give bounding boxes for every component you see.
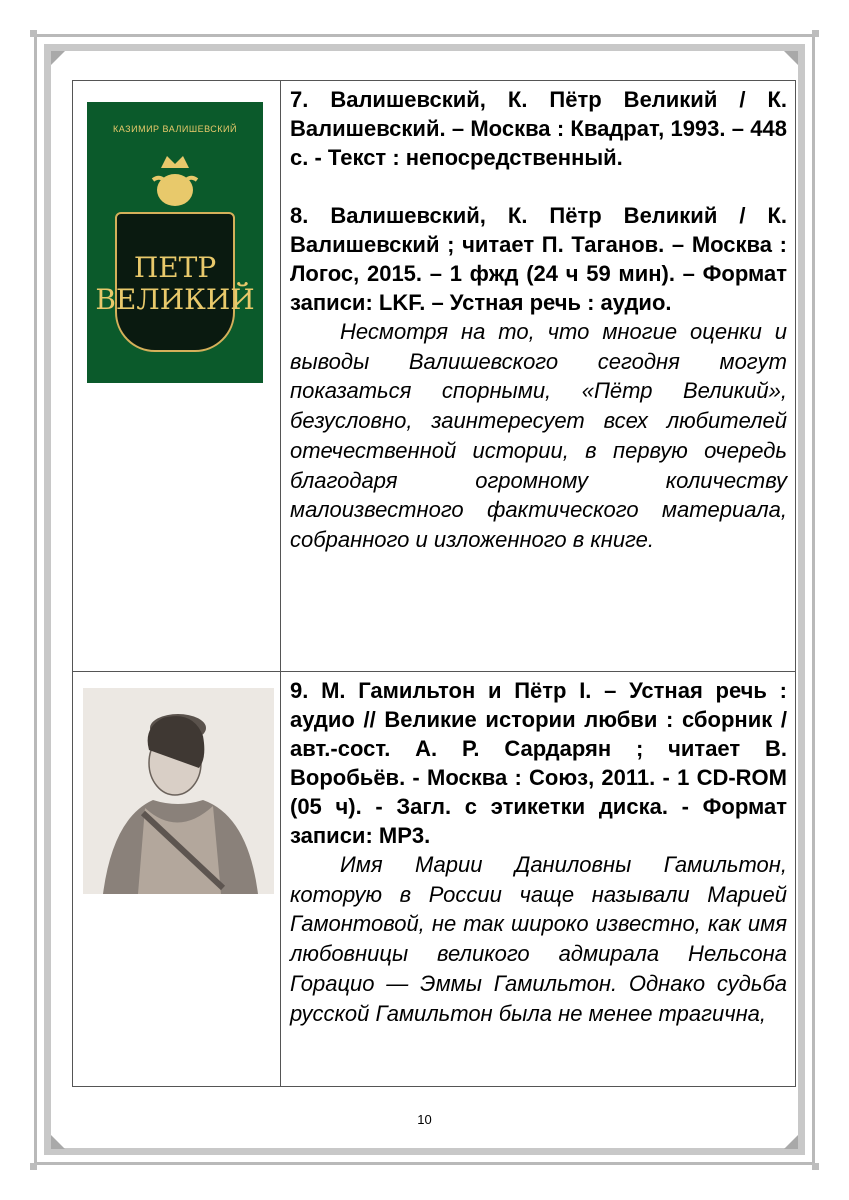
frame-corner-ornament — [51, 51, 65, 65]
frame-corner-square — [812, 30, 819, 37]
cover-title-line: ПЕТР — [133, 251, 217, 284]
bibliography-entry-9: 9. М. Гамильтон и Пётр I. – Устная речь : аудио // Великие истории любви : сборник / авт.-сост. А. Р. Сардарян ; читает В. Воробьёв. - Москва : Союз, 2011. - 1 CD-ROM (05 ч). - Загл. с этикетки диска. - Формат записи: MP3. — [290, 678, 787, 848]
image-cell — [73, 81, 281, 672]
bibliography-entry-8: 8. Валишевский, К. Пётр Великий / К. Валишевский ; читает П. Таганов. – Москва : Логос, 2015. – 1 фжд (24 ч 59 мин). – Формат записи: LKF. – Устная речь : аудио. — [290, 203, 787, 315]
frame-corner-ornament — [784, 51, 798, 65]
crown-eagle-icon — [147, 150, 203, 210]
bibliography-entry-7: 7. Валишевский, К. Пётр Великий / К. Валишевский. – Москва : Квадрат, 1993. – 448 с. - Текст : непосредственный. — [290, 87, 787, 170]
page-number: 10 — [417, 1112, 432, 1127]
annotation-8: Несмотря на то, что многие оценки и выводы Валишевского сегодня могут показаться спорными, «Пётр Великий», безусловно, заинтересует всех любителей отечественной истории, в первую очередь благодаря огромному количеству малоизвестного фактического материала, собранного и изложенного в книге. — [290, 319, 787, 552]
image-cell — [73, 672, 281, 1087]
table-row — [73, 672, 796, 1087]
cover-title-line: ВЕЛИКИЙ — [95, 283, 255, 316]
frame-corner-square — [812, 1163, 819, 1170]
cover-author: КАЗИМИР ВАЛИШЕВСКИЙ — [113, 124, 237, 134]
book-cover-image — [87, 102, 263, 383]
text-cell — [281, 81, 796, 672]
cover-title — [87, 252, 263, 316]
frame-corner-square — [30, 30, 37, 37]
annotation-9: Имя Марии Даниловны Гамильтон, которую в России чаще называли Марией Гамонтовой, не так широко известно, как имя любовницы великого адмирала Нельсона Горацио — Эммы Гамильтон. Однако судьба русской Гамильтон была не менее трагична, — [290, 852, 787, 1026]
text-cell — [281, 672, 796, 1087]
table-row — [73, 81, 796, 672]
frame-corner-square — [30, 1163, 37, 1170]
frame-corner-ornament — [784, 1135, 798, 1149]
portrait-image — [83, 688, 274, 894]
frame-corner-ornament — [51, 1135, 65, 1149]
bibliography-table — [72, 80, 796, 1087]
